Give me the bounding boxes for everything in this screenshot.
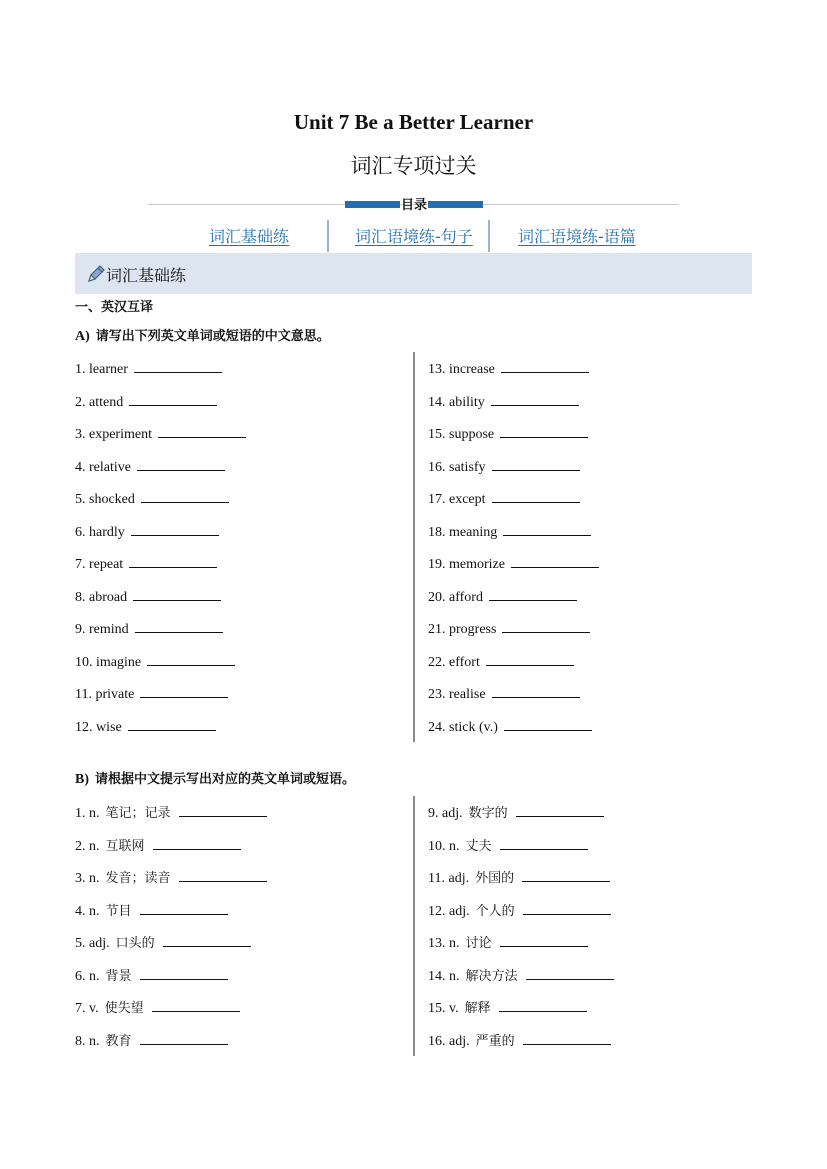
vocab-item: [75, 1031, 228, 1049]
answer-blank[interactable]: [500, 933, 588, 947]
section-header: [75, 253, 752, 294]
vocab-item: [75, 424, 246, 442]
vocab-item: [75, 901, 228, 919]
part-b-letter: B): [75, 772, 89, 787]
vocab-number-pos: 3. n.: [75, 871, 100, 886]
vocab-chinese-hint: 使失望: [104, 1001, 144, 1016]
answer-blank[interactable]: [526, 966, 614, 980]
vocab-word: 22. effort: [428, 654, 480, 670]
part-a-instruction: 请写出下列英文单词或短语的中文意思。: [95, 329, 330, 344]
answer-blank[interactable]: [523, 1031, 611, 1045]
answer-blank[interactable]: [140, 684, 228, 698]
vocab-item: [75, 392, 217, 410]
vocab-word: 1. learner: [75, 362, 128, 377]
vocab-item: [75, 966, 228, 984]
vocab-chinese-hint: 教育: [105, 1033, 132, 1049]
answer-blank[interactable]: [504, 717, 592, 731]
vocab-word: 18. meaning: [428, 524, 498, 540]
vocab-item: [75, 803, 267, 821]
answer-blank[interactable]: [129, 392, 217, 406]
vocab-word: 20. afford: [428, 589, 483, 605]
column-divider: [413, 796, 415, 1056]
vocab-word: 17. except: [428, 492, 486, 507]
toc-separator: [327, 220, 329, 252]
vocab-word: 21. progress: [428, 622, 497, 637]
vocab-number-pos: 5. adj.: [75, 936, 110, 951]
part-title: 一、英汉互译: [75, 300, 154, 315]
vocab-item: [428, 803, 604, 821]
vocab-number-pos: 7. v.: [75, 1001, 99, 1016]
part-b-title: [75, 768, 355, 788]
vocab-number-pos: 2. n.: [75, 838, 100, 854]
vocab-item: [428, 554, 599, 572]
vocab-item: [428, 392, 579, 410]
answer-blank[interactable]: [503, 522, 591, 536]
vocab-item: [75, 554, 217, 572]
answer-blank[interactable]: [489, 587, 577, 601]
answer-blank[interactable]: [501, 359, 589, 373]
toc-link-basic[interactable]: 词汇基础练: [209, 227, 290, 246]
vocab-item: [428, 652, 574, 670]
vocab-word: 14. ability: [428, 394, 485, 410]
answer-blank[interactable]: [523, 901, 611, 915]
answer-blank[interactable]: [516, 803, 604, 817]
answer-blank[interactable]: [158, 424, 246, 438]
answer-blank[interactable]: [500, 836, 588, 850]
part-b-instruction: 请根据中文提示写出对应的英文单词或短语。: [95, 772, 356, 787]
answer-blank[interactable]: [179, 803, 267, 817]
vocab-item: [428, 489, 580, 507]
vocab-item: [428, 901, 611, 919]
vocab-word: 9. remind: [75, 622, 129, 637]
vocab-chinese-hint: 丈夫: [465, 838, 492, 854]
column-divider: [413, 352, 415, 742]
vocab-item: [75, 359, 222, 377]
vocab-word: 23. realise: [428, 687, 486, 702]
answer-blank[interactable]: [511, 554, 599, 568]
vocab-item: [75, 457, 225, 475]
vocab-chinese-hint: 讨论: [465, 936, 492, 951]
answer-blank[interactable]: [133, 587, 221, 601]
vocab-chinese-hint: 解决方法: [465, 968, 518, 984]
document-title: Unit 7 Be a Better Learner: [293, 110, 534, 134]
vocab-word: 15. suppose: [428, 427, 495, 442]
part-a-letter: A): [75, 329, 90, 344]
toc-links: [0, 220, 827, 252]
vocab-word: 12. wise: [75, 719, 122, 735]
section-label: 词汇基础练: [106, 266, 187, 285]
vocab-item: [428, 359, 589, 377]
vocab-item: [428, 933, 588, 951]
vocab-number-pos: 13. n.: [428, 936, 460, 951]
toc-separator: [488, 220, 490, 252]
answer-blank[interactable]: [152, 998, 240, 1012]
vocab-chinese-hint: 严重的: [475, 1033, 515, 1049]
answer-blank[interactable]: [492, 457, 580, 471]
answer-blank[interactable]: [499, 998, 587, 1012]
vocab-word: 16. satisfy: [428, 459, 486, 475]
answer-blank[interactable]: [141, 489, 229, 503]
vocab-item: [428, 587, 577, 605]
vocab-word: 13. increase: [428, 362, 495, 377]
answer-blank[interactable]: [153, 836, 241, 850]
vocab-word: 10. imagine: [75, 654, 142, 670]
answer-blank[interactable]: [492, 489, 580, 503]
vocab-item: [428, 1031, 611, 1049]
answer-blank[interactable]: [522, 868, 610, 882]
vocab-number-pos: 12. adj.: [428, 903, 470, 919]
answer-blank[interactable]: [163, 933, 251, 947]
vocab-chinese-hint: 节目: [105, 903, 132, 919]
answer-blank[interactable]: [135, 619, 223, 633]
answer-blank[interactable]: [140, 1031, 228, 1045]
vocab-word: 24. stick (v.): [428, 719, 498, 735]
vocab-number-pos: 1. n.: [75, 806, 100, 821]
vocab-chinese-hint: 发音；读音: [105, 871, 171, 886]
vocab-chinese-hint: 口头的: [115, 936, 155, 951]
vocab-item: [428, 966, 614, 984]
vocab-word: 2. attend: [75, 394, 124, 410]
vocab-number-pos: 16. adj.: [428, 1033, 470, 1049]
vocab-number-pos: 10. n.: [428, 838, 460, 854]
vocab-chinese-hint: 笔记；记录: [105, 806, 171, 821]
vocab-item: [75, 836, 241, 854]
vocab-item: [75, 933, 251, 951]
answer-blank[interactable]: [129, 554, 217, 568]
vocab-chinese-hint: 解释: [464, 1001, 491, 1016]
answer-blank[interactable]: [134, 359, 222, 373]
answer-blank[interactable]: [486, 652, 574, 666]
answer-blank[interactable]: [128, 717, 216, 731]
vocab-item: [428, 868, 610, 886]
vocab-item: [75, 868, 267, 886]
vocab-number-pos: 14. n.: [428, 968, 460, 984]
vocab-word: 19. memorize: [428, 557, 505, 572]
vocab-item: [75, 619, 223, 637]
vocab-item: [428, 717, 592, 735]
vocab-chinese-hint: 互联网: [105, 838, 145, 854]
answer-blank[interactable]: [131, 522, 219, 536]
vocab-item: [428, 522, 591, 540]
toc-label: 目录: [400, 198, 427, 213]
vocab-number-pos: 15. v.: [428, 1001, 459, 1016]
vocab-word: 3. experiment: [75, 427, 152, 442]
toc-link-sentence[interactable]: 词汇语境练-句子: [355, 227, 473, 246]
vocab-chinese-hint: 外国的: [475, 871, 515, 886]
vocab-item: [75, 652, 235, 670]
answer-blank[interactable]: [502, 619, 590, 633]
vocab-item: [75, 587, 221, 605]
toc-accent-bar-right: [428, 201, 483, 208]
vocab-word: 11. private: [75, 687, 135, 702]
vocab-item: [75, 684, 228, 702]
vocab-item: [75, 998, 240, 1016]
vocab-chinese-hint: 背景: [105, 968, 132, 984]
vocab-item: [428, 684, 580, 702]
vocab-item: [75, 489, 229, 507]
vocab-chinese-hint: 数字的: [468, 806, 508, 821]
toc-accent-bar-left: [345, 201, 400, 208]
vocab-word: 5. shocked: [75, 492, 135, 507]
toc-link-passage[interactable]: 词汇语境练-语篇: [518, 227, 636, 246]
answer-blank[interactable]: [500, 424, 588, 438]
part-a-title: [75, 325, 330, 345]
answer-blank[interactable]: [147, 652, 235, 666]
answer-blank[interactable]: [137, 457, 225, 471]
vocab-item: [428, 457, 580, 475]
answer-blank[interactable]: [140, 901, 228, 915]
answer-blank[interactable]: [491, 392, 579, 406]
vocab-word: 8. abroad: [75, 589, 128, 605]
vocab-number-pos: 4. n.: [75, 903, 100, 919]
vocab-item: [428, 998, 587, 1016]
vocab-number-pos: 8. n.: [75, 1033, 100, 1049]
vocab-word: 7. repeat: [75, 557, 124, 572]
answer-blank[interactable]: [492, 684, 580, 698]
vocab-number-pos: 11. adj.: [428, 871, 470, 886]
document-subtitle: 词汇专项过关: [350, 154, 477, 178]
vocab-item: [75, 522, 219, 540]
vocab-number-pos: 9. adj.: [428, 806, 463, 821]
vocab-word: 6. hardly: [75, 524, 125, 540]
vocab-word: 4. relative: [75, 459, 131, 475]
vocab-item: [428, 836, 588, 854]
vocab-item: [428, 424, 588, 442]
vocab-item: [428, 619, 590, 637]
vocab-number-pos: 6. n.: [75, 968, 100, 984]
vocab-item: [75, 717, 216, 735]
pencil-icon: [86, 264, 106, 284]
vocab-chinese-hint: 个人的: [475, 903, 515, 919]
answer-blank[interactable]: [140, 966, 228, 980]
answer-blank[interactable]: [179, 868, 267, 882]
